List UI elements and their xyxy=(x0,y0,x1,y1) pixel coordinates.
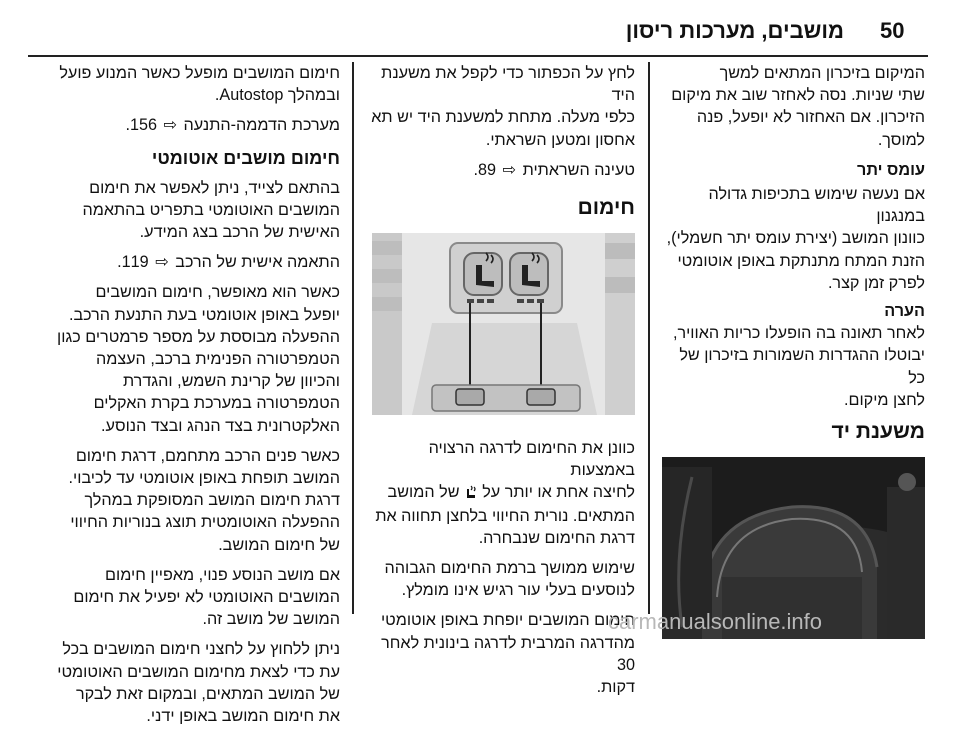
column-divider-left xyxy=(352,62,354,614)
auto-heating-paragraph-5: ניתן ללחוץ על לחצני חימום המושבים בכל עת כדי לצאת מחימום המושבים האוטומטי של המושב המתאים, ובמקום זאת לבקר את חימום המושב באופן ידני. xyxy=(57,640,340,726)
auto-heating-paragraph-4: אם מושב הנוסע פנוי, מאפיין חימום המושבים האוטומטי לא יפעיל את חימום המושב של מושב זה. xyxy=(73,565,340,629)
column-divider-right xyxy=(648,62,650,614)
page-header-title: מושבים, מערכות ריסון xyxy=(625,18,844,43)
auto-heating-paragraph-2: כאשר הוא מאופשר, חימום המושבים יופעל באופן אוטומטי בעת התנעת הרכב. ההפעלה מבוססת על מספר פרמטרים כגון הטמפרטורה הפנימית ברכב, העצמה והכיוון של קרינת השמש, והגדרת הטמפרטורה במערכת בקרת האקלים האלקטרונית בצד הנהג ובצד הנוסע. xyxy=(57,283,340,435)
overload-paragraph: אם נעשה שימוש בתכיפות גדולה במנגנון כוונון המושב (יצירת עומס יתר חשמלי), הזנת המתח מתנתקת באופן אוטומטי לפרק זמן קצר. xyxy=(666,185,925,292)
memory-intro-paragraph: המיקום בזיכרון המתאים למשך שתי שניות. נסה לאחזר שוב את מיקום הזיכרון. אם האחזור לא יופעל, פנה למוסך. xyxy=(671,64,925,149)
armrest-section-title: משענת יד xyxy=(831,420,925,444)
arrow-reference-icon: ⇨ xyxy=(502,160,517,179)
note-label: הערה xyxy=(884,302,925,321)
heating-section-title: חימום xyxy=(577,196,635,220)
note-paragraph: לאחר תאונה בה הופעלו כריות האוויר, יבוטלו ההגדרות השמורות בזיכרון של כל לחצן מיקום. xyxy=(672,324,925,409)
arrow-reference-icon: ⇨ xyxy=(155,253,169,272)
stop-start-reference: מערכת הדממה-התנעה ⇨ 156. xyxy=(40,114,340,136)
page-header xyxy=(0,0,960,52)
column-right xyxy=(660,62,925,661)
auto-heating-paragraph-3: כאשר פנים הרכב מתחמם, דרגת חימום המושב תופחת באופן אוטומטי עד לכיבוי. דרגת חימום המושב המסופקת במהלך ההפעלה האוטומטית תוצג בנוריות החיווי של חימום המושב. xyxy=(68,446,340,554)
watermark: carmanualsonline.info xyxy=(608,609,823,634)
seat-heating-icon xyxy=(460,484,478,501)
heating-paragraph-1: כוונן את החימום לדרגה הרצויה באמצעות לחיצה אחת או יותר על של המושב המתאים. נורית החיווי בלחצן תחווה את דרגת החימום שנבחרה. xyxy=(375,439,635,547)
heating-paragraph-3: חימום המושבים יופחת באופן אוטומטי מהדרגה המרבית לדרגה בינונית לאחר 30 דקות. xyxy=(380,611,635,697)
stop-start-paragraph: חימום המושבים מופעל כאשר המנוע פועל ובמהלך Autostop. xyxy=(59,64,340,105)
personalization-reference: התאמה אישית של הרכב ⇨ 119. xyxy=(40,251,340,273)
heating-paragraph-2: שימוש ממושך ברמת החימום הגבוהה לנוסעים בעלי עור רגיש אינו מומלץ. xyxy=(384,559,635,600)
seat-heating-figure xyxy=(372,233,635,415)
overload-heading: עומס יתר xyxy=(857,160,925,179)
column-middle xyxy=(368,62,635,706)
armrest-paragraph: לחץ על הכפתור כדי לקפל את משענת היד כלפי מעלה. מתחת למשענת היד יש תא אחסון ומטען השראתי. xyxy=(371,64,635,149)
auto-heating-paragraph-1: בהתאם לצייד, ניתן לאפשר את חימום המושבים האוטומטי בתפריט בהתאמה האישית של הרכב בצג המידע. xyxy=(82,178,340,242)
arrow-reference-icon: ⇨ xyxy=(163,116,178,135)
column-left xyxy=(40,62,340,735)
header-rule xyxy=(28,55,928,57)
page-number: 50 xyxy=(880,18,905,43)
charger-reference: טעינה השראתית ⇨ 89. xyxy=(368,159,635,181)
auto-heating-heading: חימום מושבים אוטומטי xyxy=(151,147,340,168)
